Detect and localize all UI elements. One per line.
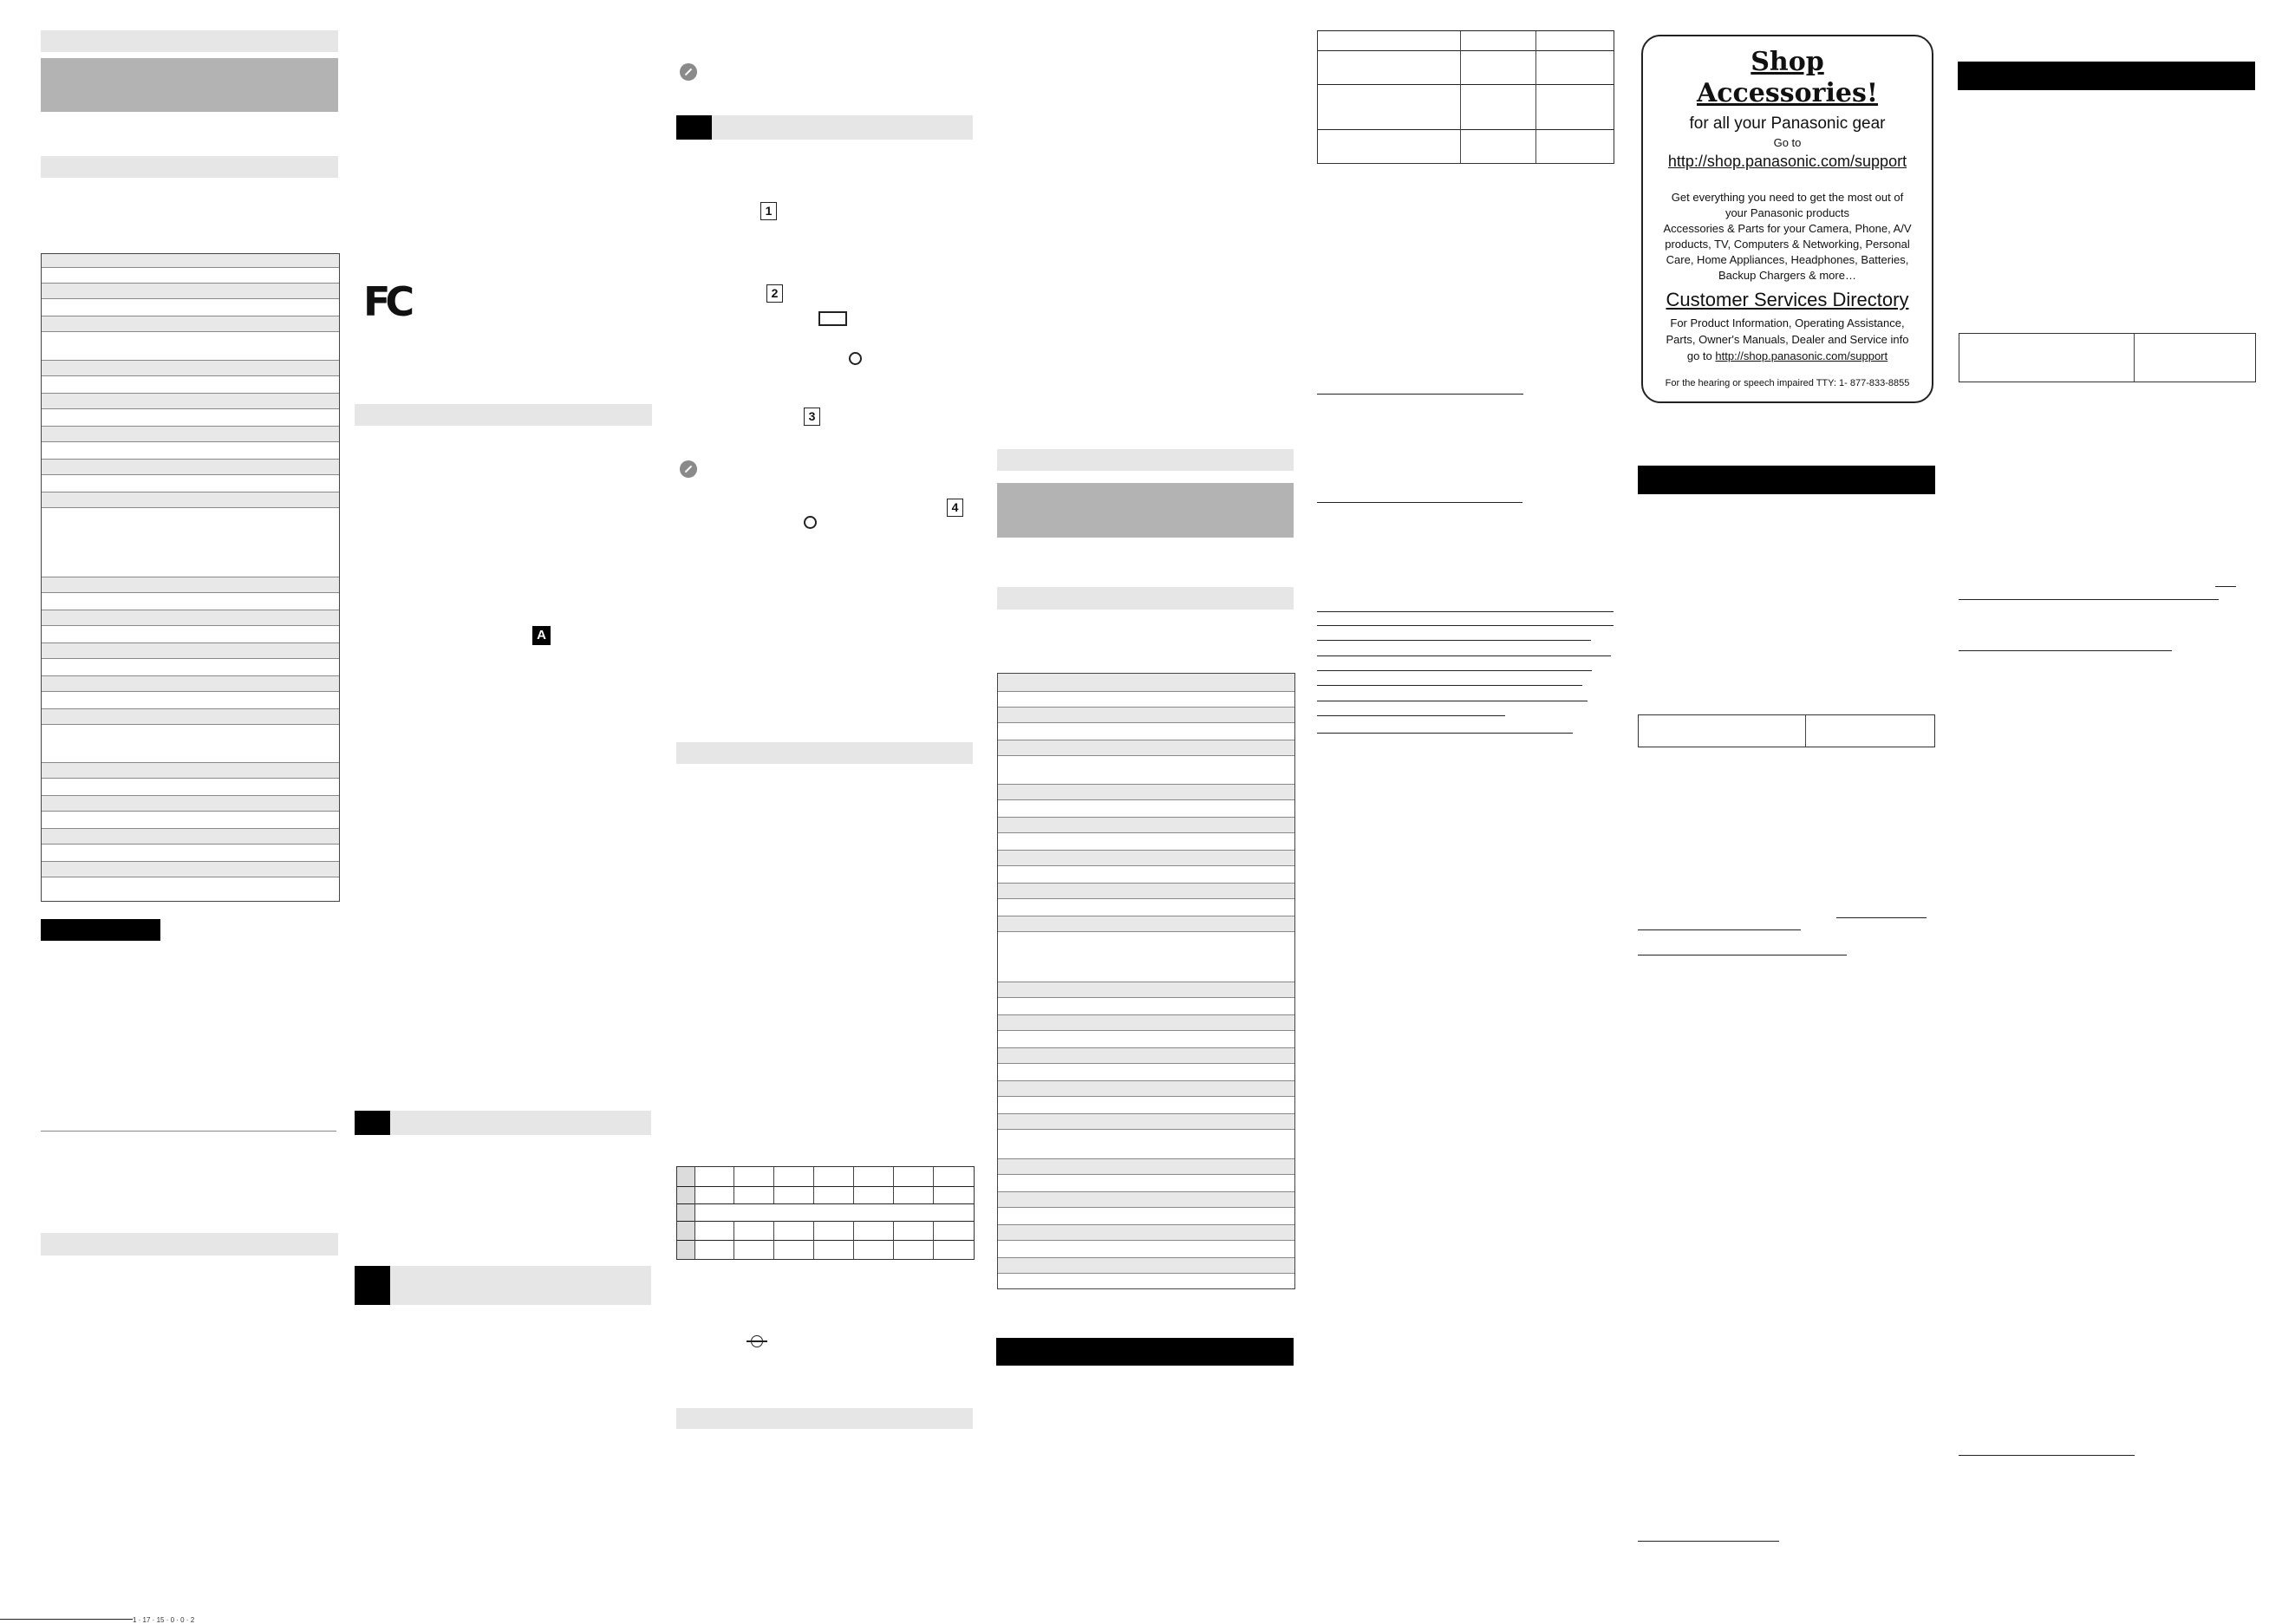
col1-divider bbox=[41, 1131, 336, 1132]
col3-section-bar-2 bbox=[676, 742, 973, 764]
step-3-badge: 3 bbox=[804, 408, 820, 426]
step-4-badge: 4 bbox=[947, 499, 963, 517]
col3-bottom-bar bbox=[676, 1408, 973, 1429]
col7-small-table bbox=[1959, 333, 2256, 382]
shop-body bbox=[1655, 190, 1920, 284]
col5-rule bbox=[1317, 733, 1573, 734]
shop-accessories-box bbox=[1641, 35, 1933, 403]
col5-rule bbox=[1317, 685, 1582, 686]
col3-section-bar bbox=[676, 115, 973, 140]
col5-rule bbox=[1317, 640, 1591, 641]
col5-top-table bbox=[1317, 30, 1614, 164]
shop-body-line: Backup Chargers & more… bbox=[1718, 269, 1856, 282]
csd-line: Parts, Owner's Manuals, Dealer and Service info bbox=[1666, 333, 1909, 346]
shop-title-line1: Shop bbox=[1751, 47, 1824, 77]
shop-goto: Go to bbox=[1773, 136, 1802, 149]
col1-bottom-bar bbox=[41, 1233, 338, 1256]
col5-rule bbox=[1317, 394, 1523, 395]
tty-line: For the hearing or speech impaired TTY: 1- 877-833-8855 bbox=[1665, 378, 1910, 388]
col2-lower-bar bbox=[355, 1266, 651, 1305]
col2-mid-bar bbox=[355, 1111, 651, 1135]
col5-rule bbox=[1317, 502, 1522, 503]
fcc-logo: FC bbox=[363, 278, 410, 325]
sensor-plane-icon bbox=[751, 1335, 763, 1347]
circle-icon bbox=[849, 352, 862, 365]
circle-icon bbox=[804, 516, 817, 529]
col5-rule bbox=[1317, 625, 1614, 626]
col4-title-block bbox=[997, 483, 1294, 538]
col5-rule bbox=[1317, 715, 1505, 716]
col7-rule bbox=[2215, 586, 2236, 587]
shop-body-line: your Panasonic products bbox=[1725, 206, 1850, 219]
csd-line: For Product Information, Operating Assistance, bbox=[1670, 316, 1905, 329]
col7-rule bbox=[1959, 1455, 2135, 1456]
col1-title-block bbox=[41, 58, 338, 112]
shop-url-link[interactable]: http://shop.panasonic.com/support bbox=[1667, 153, 1907, 170]
shop-subtitle: for all your Panasonic gear bbox=[1689, 114, 1886, 133]
col3-grid-table bbox=[676, 1166, 975, 1260]
col4-black-banner bbox=[996, 1338, 1294, 1366]
badge-a: A bbox=[532, 626, 551, 645]
step-2-badge: 2 bbox=[766, 284, 783, 303]
col2-lower-bar-tab bbox=[355, 1266, 390, 1305]
col5-rule bbox=[1317, 670, 1592, 671]
col1-footer-rule bbox=[0, 1619, 133, 1620]
col7-rule bbox=[1959, 650, 2172, 651]
col7-rule bbox=[1959, 599, 2219, 600]
csd-goto-prefix: go to bbox=[1686, 349, 1716, 362]
col6-rule bbox=[1638, 929, 1801, 930]
shop-body-line: products, TV, Computers & Networking, Personal bbox=[1665, 238, 1910, 251]
col1-section-bar bbox=[41, 156, 338, 178]
step-1-badge: 1 bbox=[760, 202, 777, 220]
col4-header-bar bbox=[997, 449, 1294, 471]
col6-rule bbox=[1836, 917, 1927, 918]
shop-body-line: Get everything you need to get the most out of bbox=[1671, 191, 1904, 204]
csd-url-link[interactable]: http://shop.panasonic.com/support bbox=[1715, 349, 1888, 362]
col6-rule bbox=[1638, 1541, 1779, 1542]
col6-small-table bbox=[1638, 714, 1935, 747]
col5-rule bbox=[1317, 655, 1611, 656]
note-icon bbox=[680, 63, 697, 81]
col1-header-bar bbox=[41, 30, 338, 52]
col2-mid-bar-tab bbox=[355, 1111, 390, 1135]
shop-body-line: Accessories & Parts for your Camera, Phone, A/V bbox=[1663, 222, 1912, 235]
customer-services-title: Customer Services Directory bbox=[1666, 289, 1909, 310]
col4-section-bar bbox=[997, 587, 1294, 610]
note-icon bbox=[680, 460, 697, 478]
col3-section-bar-tab bbox=[676, 115, 712, 140]
col1-black-label bbox=[41, 919, 160, 941]
button-rect-icon bbox=[818, 311, 847, 326]
footer-code: 1 · 17 · 15 · 0 · 0 · 2 bbox=[133, 1616, 195, 1624]
col2-section-bar bbox=[355, 404, 652, 426]
shop-title-line2: Accessories! bbox=[1696, 78, 1879, 108]
col5-rule bbox=[1317, 611, 1614, 612]
shop-body-line: Care, Home Appliances, Headphones, Batteries, bbox=[1666, 253, 1909, 266]
col6-black-banner bbox=[1638, 466, 1935, 494]
col7-black-banner bbox=[1958, 62, 2255, 90]
csd-goto-line bbox=[1655, 348, 1920, 364]
customer-services-body bbox=[1655, 315, 1920, 364]
col1-spec-table bbox=[41, 253, 340, 902]
col4-spec-table bbox=[997, 673, 1295, 1289]
